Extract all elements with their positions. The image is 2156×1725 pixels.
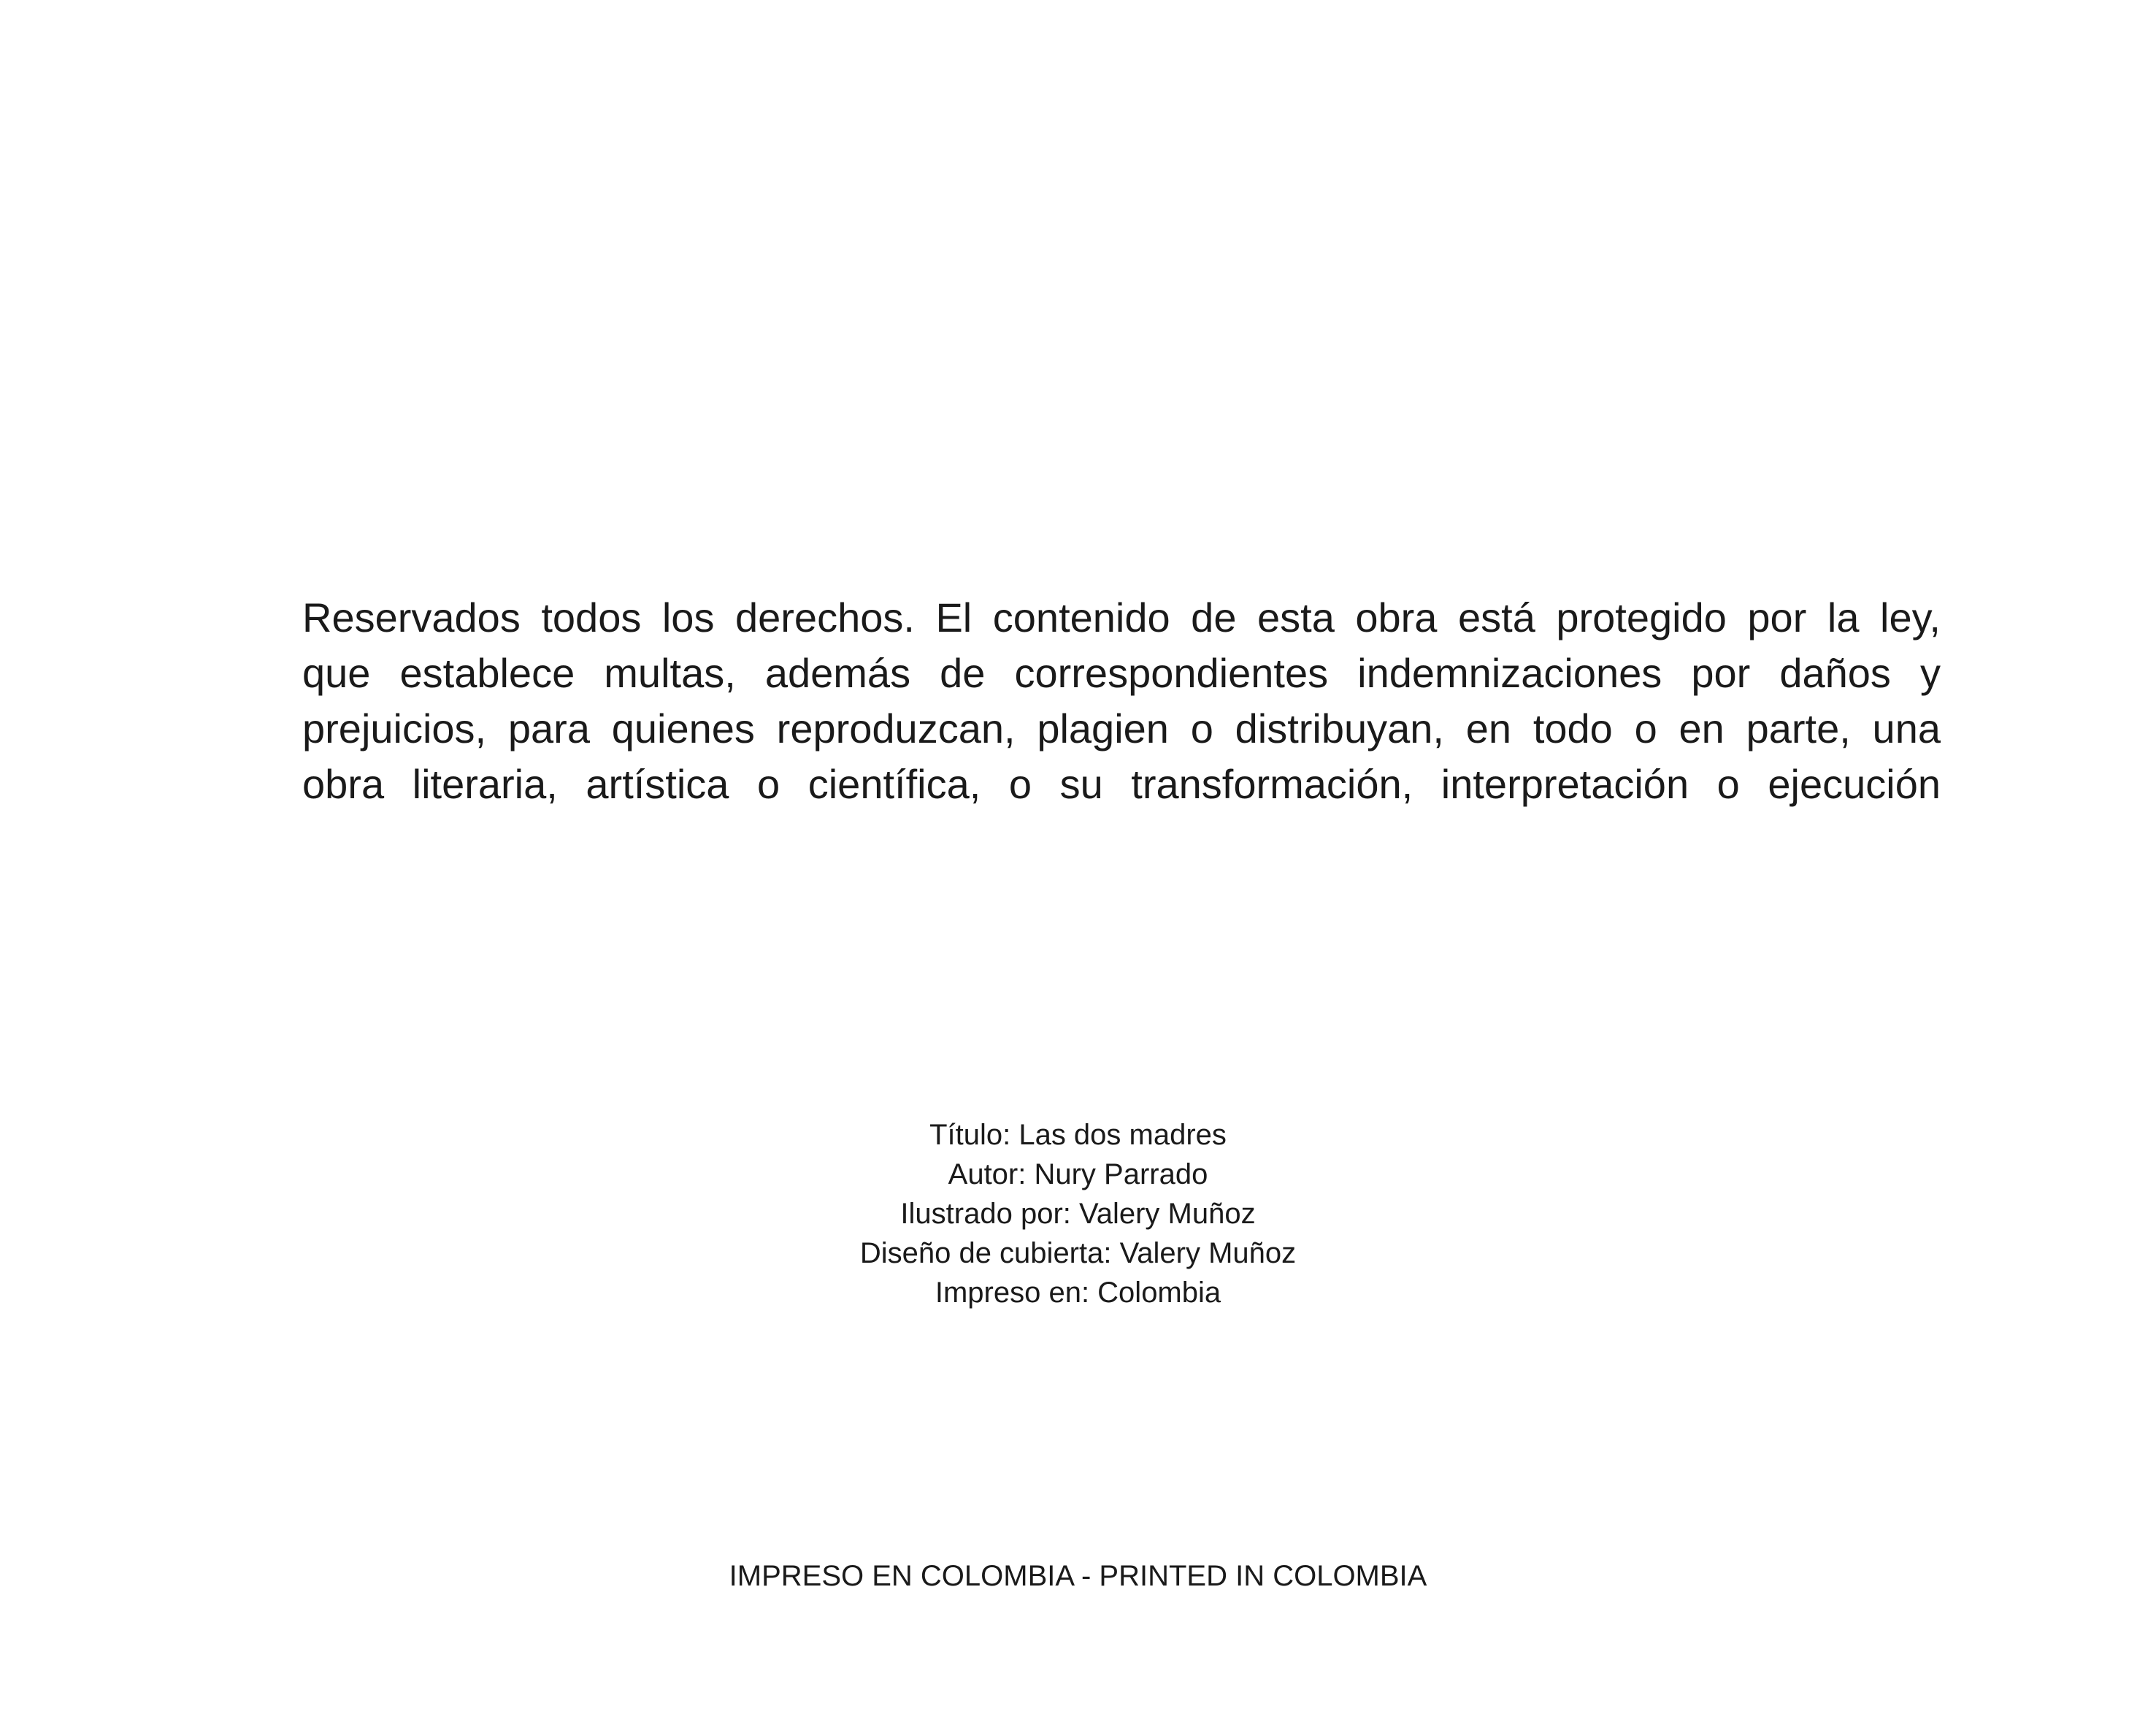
credit-illustrator: Ilustrado por: Valery Muñoz xyxy=(900,1198,1256,1230)
copyright-line: Reservados todos los derechos. El contenido de esta obra está protegido por la ley, xyxy=(302,594,1941,640)
credit-cover-design: Diseño de cubierta: Valery Muñoz xyxy=(859,1237,1297,1269)
credit-author: Autor: Nury Parrado xyxy=(948,1158,1208,1190)
book-credits xyxy=(0,1115,2156,1312)
copyright-line: obra literaria, artística o científica, o su transformación, interpretación o ejecución xyxy=(302,761,1941,807)
credit-printed-in: Impreso en: Colombia xyxy=(935,1277,1221,1309)
copyright-line: prejuicios, para quienes reproduzcan, plagien o distribuyan, en todo o en parte, una xyxy=(302,705,1941,751)
printed-in-footer: IMPRESO EN COLOMBIA - PRINTED IN COLOMBIA xyxy=(729,1560,1427,1592)
copyright-line: que establece multas, además de correspondientes indemnizaciones por daños y xyxy=(302,650,1941,696)
credit-title: Título: Las dos madres xyxy=(929,1119,1227,1151)
copyright-notice xyxy=(302,590,1941,812)
